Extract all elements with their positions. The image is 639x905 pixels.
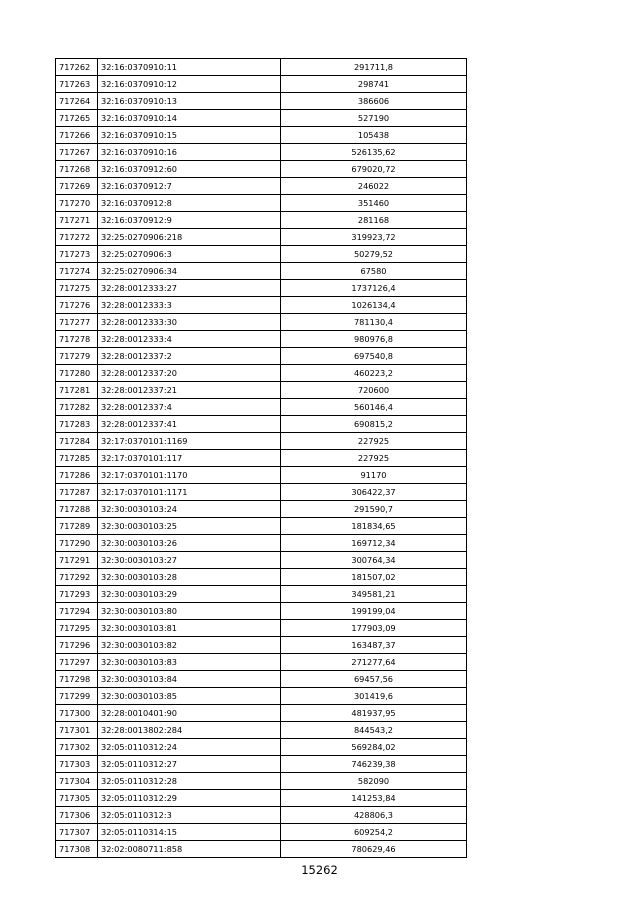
cadastral-number-cell: 32:30:0030103:83: [98, 654, 281, 671]
table-row: [56, 195, 467, 212]
row-number-cell: 717270: [56, 195, 98, 212]
table-row: [56, 467, 467, 484]
cadastral-value-cell: 781130,4: [281, 314, 467, 331]
row-number-cell: 717306: [56, 807, 98, 824]
cadastral-value-cell: 980976,8: [281, 331, 467, 348]
table-row: [56, 416, 467, 433]
cadastral-value-cell: 163487,37: [281, 637, 467, 654]
cadastral-number-cell: 32:28:0012337:21: [98, 382, 281, 399]
row-number-cell: 717282: [56, 399, 98, 416]
cadastral-number-cell: 32:30:0030103:27: [98, 552, 281, 569]
table-row: [56, 654, 467, 671]
row-number-cell: 717294: [56, 603, 98, 620]
row-number-cell: 717297: [56, 654, 98, 671]
cadastral-number-cell: 32:16:0370910:13: [98, 93, 281, 110]
cadastral-number-cell: 32:16:0370912:60: [98, 161, 281, 178]
cadastral-number-cell: 32:17:0370101:117: [98, 450, 281, 467]
cadastral-number-cell: 32:30:0030103:28: [98, 569, 281, 586]
table-row: [56, 688, 467, 705]
row-number-cell: 717265: [56, 110, 98, 127]
cadastral-value-cell: 69457,56: [281, 671, 467, 688]
table-row: [56, 569, 467, 586]
row-number-cell: 717305: [56, 790, 98, 807]
table-row: [56, 433, 467, 450]
cadastral-number-cell: 32:17:0370101:1171: [98, 484, 281, 501]
table-row: [56, 518, 467, 535]
cadastral-number-cell: 32:28:0012333:30: [98, 314, 281, 331]
table-row: [56, 76, 467, 93]
cadastral-value-cell: 1026134,4: [281, 297, 467, 314]
cadastral-number-cell: 32:30:0030103:25: [98, 518, 281, 535]
table-row: [56, 161, 467, 178]
row-number-cell: 717274: [56, 263, 98, 280]
row-number-cell: 717276: [56, 297, 98, 314]
row-number-cell: 717291: [56, 552, 98, 569]
cadastral-number-cell: 32:16:0370910:15: [98, 127, 281, 144]
cadastral-number-cell: 32:28:0012337:41: [98, 416, 281, 433]
table-row: [56, 739, 467, 756]
row-number-cell: 717262: [56, 59, 98, 76]
cadastral-value-cell: 1737126,4: [281, 280, 467, 297]
cadastral-number-cell: 32:28:0012333:27: [98, 280, 281, 297]
table-row: [56, 756, 467, 773]
cadastral-value-cell: 177903,09: [281, 620, 467, 637]
table-row: [56, 807, 467, 824]
cadastral-number-cell: 32:30:0030103:84: [98, 671, 281, 688]
cadastral-value-cell: 50279,52: [281, 246, 467, 263]
cadastral-number-cell: 32:05:0110312:28: [98, 773, 281, 790]
row-number-cell: 717296: [56, 637, 98, 654]
cadastral-number-cell: 32:28:0010401:90: [98, 705, 281, 722]
cadastral-number-cell: 32:28:0012337:4: [98, 399, 281, 416]
table-row: [56, 280, 467, 297]
table-row: [56, 331, 467, 348]
cadastral-value-cell: 306422,37: [281, 484, 467, 501]
cadastral-number-cell: 32:16:0370912:9: [98, 212, 281, 229]
cadastral-value-table: [55, 58, 467, 858]
row-number-cell: 717268: [56, 161, 98, 178]
table-row: [56, 586, 467, 603]
row-number-cell: 717303: [56, 756, 98, 773]
row-number-cell: 717273: [56, 246, 98, 263]
table-row: [56, 144, 467, 161]
cadastral-value-cell: 91170: [281, 467, 467, 484]
row-number-cell: 717275: [56, 280, 98, 297]
row-number-cell: 717284: [56, 433, 98, 450]
row-number-cell: 717288: [56, 501, 98, 518]
row-number-cell: 717266: [56, 127, 98, 144]
table-row: [56, 535, 467, 552]
cadastral-number-cell: 32:17:0370101:1170: [98, 467, 281, 484]
cadastral-number-cell: 32:30:0030103:26: [98, 535, 281, 552]
cadastral-number-cell: 32:16:0370910:12: [98, 76, 281, 93]
cadastral-number-cell: 32:28:0013802:284: [98, 722, 281, 739]
row-number-cell: 717277: [56, 314, 98, 331]
table-row: [56, 841, 467, 858]
row-number-cell: 717287: [56, 484, 98, 501]
page-number: 15262: [301, 863, 338, 877]
row-number-cell: 717307: [56, 824, 98, 841]
table-row: [56, 790, 467, 807]
cadastral-value-cell: 181507,02: [281, 569, 467, 586]
cadastral-value-cell: 227925: [281, 450, 467, 467]
cadastral-number-cell: 32:05:0110312:27: [98, 756, 281, 773]
cadastral-value-cell: 679020,72: [281, 161, 467, 178]
cadastral-number-cell: 32:16:0370910:14: [98, 110, 281, 127]
cadastral-value-cell: 428806,3: [281, 807, 467, 824]
table-row: [56, 93, 467, 110]
cadastral-value-cell: 298741: [281, 76, 467, 93]
cadastral-value-cell: 300764,34: [281, 552, 467, 569]
table-row: [56, 246, 467, 263]
table-row: [56, 824, 467, 841]
cadastral-value-cell: 349581,21: [281, 586, 467, 603]
row-number-cell: 717300: [56, 705, 98, 722]
cadastral-value-cell: 291711,8: [281, 59, 467, 76]
row-number-cell: 717278: [56, 331, 98, 348]
row-number-cell: 717267: [56, 144, 98, 161]
cadastral-number-cell: 32:16:0370912:8: [98, 195, 281, 212]
cadastral-number-cell: 32:28:0012333:3: [98, 297, 281, 314]
cadastral-value-cell: 560146,4: [281, 399, 467, 416]
cadastral-value-cell: 609254,2: [281, 824, 467, 841]
row-number-cell: 717302: [56, 739, 98, 756]
table-body: [56, 59, 467, 858]
row-number-cell: 717280: [56, 365, 98, 382]
cadastral-value-cell: 386606: [281, 93, 467, 110]
row-number-cell: 717304: [56, 773, 98, 790]
cadastral-value-cell: 67580: [281, 263, 467, 280]
table-row: [56, 263, 467, 280]
table-row: [56, 365, 467, 382]
table-row: [56, 212, 467, 229]
cadastral-value-cell: 141253,84: [281, 790, 467, 807]
row-number-cell: 717264: [56, 93, 98, 110]
row-number-cell: 717301: [56, 722, 98, 739]
table-row: [56, 450, 467, 467]
cadastral-value-cell: 281168: [281, 212, 467, 229]
cadastral-number-cell: 32:05:0110314:15: [98, 824, 281, 841]
table-row: [56, 705, 467, 722]
cadastral-number-cell: 32:25:0270906:3: [98, 246, 281, 263]
cadastral-value-cell: 319923,72: [281, 229, 467, 246]
row-number-cell: 717281: [56, 382, 98, 399]
cadastral-number-cell: 32:30:0030103:81: [98, 620, 281, 637]
cadastral-number-cell: 32:28:0012337:20: [98, 365, 281, 382]
cadastral-value-cell: 301419,6: [281, 688, 467, 705]
row-number-cell: 717289: [56, 518, 98, 535]
cadastral-value-cell: 246022: [281, 178, 467, 195]
cadastral-value-cell: 227925: [281, 433, 467, 450]
row-number-cell: 717292: [56, 569, 98, 586]
cadastral-number-cell: 32:30:0030103:80: [98, 603, 281, 620]
row-number-cell: 717290: [56, 535, 98, 552]
row-number-cell: 717298: [56, 671, 98, 688]
row-number-cell: 717299: [56, 688, 98, 705]
cadastral-number-cell: 32:05:0110312:3: [98, 807, 281, 824]
cadastral-value-cell: 105438: [281, 127, 467, 144]
table-row: [56, 59, 467, 76]
table-row: [56, 620, 467, 637]
cadastral-number-cell: 32:25:0270906:218: [98, 229, 281, 246]
cadastral-value-cell: 720600: [281, 382, 467, 399]
cadastral-number-cell: 32:16:0370910:16: [98, 144, 281, 161]
row-number-cell: 717263: [56, 76, 98, 93]
table-row: [56, 552, 467, 569]
cadastral-value-cell: 690815,2: [281, 416, 467, 433]
row-number-cell: 717285: [56, 450, 98, 467]
cadastral-value-cell: 746239,38: [281, 756, 467, 773]
cadastral-number-cell: 32:05:0110312:24: [98, 739, 281, 756]
cadastral-value-cell: 351460: [281, 195, 467, 212]
cadastral-value-cell: 569284,02: [281, 739, 467, 756]
cadastral-number-cell: 32:25:0270906:34: [98, 263, 281, 280]
cadastral-number-cell: 32:30:0030103:85: [98, 688, 281, 705]
cadastral-number-cell: 32:28:0012333:4: [98, 331, 281, 348]
table-row: [56, 773, 467, 790]
cadastral-number-cell: 32:30:0030103:24: [98, 501, 281, 518]
cadastral-value-cell: 291590,7: [281, 501, 467, 518]
cadastral-value-cell: 527190: [281, 110, 467, 127]
table-row: [56, 297, 467, 314]
cadastral-number-cell: 32:16:0370912:7: [98, 178, 281, 195]
cadastral-number-cell: 32:30:0030103:29: [98, 586, 281, 603]
table-row: [56, 110, 467, 127]
cadastral-value-cell: 199199,04: [281, 603, 467, 620]
table-row: [56, 314, 467, 331]
row-number-cell: 717271: [56, 212, 98, 229]
row-number-cell: 717286: [56, 467, 98, 484]
row-number-cell: 717283: [56, 416, 98, 433]
table-row: [56, 484, 467, 501]
cadastral-number-cell: 32:02:0080711:858: [98, 841, 281, 858]
table-row: [56, 501, 467, 518]
cadastral-value-cell: 181834,65: [281, 518, 467, 535]
cadastral-value-cell: 697540,8: [281, 348, 467, 365]
cadastral-value-cell: 481937,95: [281, 705, 467, 722]
table-row: [56, 722, 467, 739]
table-row: [56, 399, 467, 416]
table-row: [56, 603, 467, 620]
cadastral-number-cell: 32:16:0370910:11: [98, 59, 281, 76]
cadastral-number-cell: 32:30:0030103:82: [98, 637, 281, 654]
cadastral-number-cell: 32:05:0110312:29: [98, 790, 281, 807]
cadastral-number-cell: 32:28:0012337:2: [98, 348, 281, 365]
table-row: [56, 178, 467, 195]
row-number-cell: 717269: [56, 178, 98, 195]
table-row: [56, 671, 467, 688]
cadastral-value-cell: 844543,2: [281, 722, 467, 739]
row-number-cell: 717308: [56, 841, 98, 858]
row-number-cell: 717279: [56, 348, 98, 365]
row-number-cell: 717295: [56, 620, 98, 637]
table-row: [56, 229, 467, 246]
table-row: [56, 348, 467, 365]
cadastral-value-cell: 460223,2: [281, 365, 467, 382]
row-number-cell: 717272: [56, 229, 98, 246]
table-row: [56, 127, 467, 144]
row-number-cell: 717293: [56, 586, 98, 603]
cadastral-value-cell: 169712,34: [281, 535, 467, 552]
cadastral-value-cell: 271277,64: [281, 654, 467, 671]
cadastral-number-cell: 32:17:0370101:1169: [98, 433, 281, 450]
cadastral-value-cell: 582090: [281, 773, 467, 790]
cadastral-value-cell: 526135,62: [281, 144, 467, 161]
table-row: [56, 637, 467, 654]
cadastral-value-cell: 780629,46: [281, 841, 467, 858]
table-row: [56, 382, 467, 399]
